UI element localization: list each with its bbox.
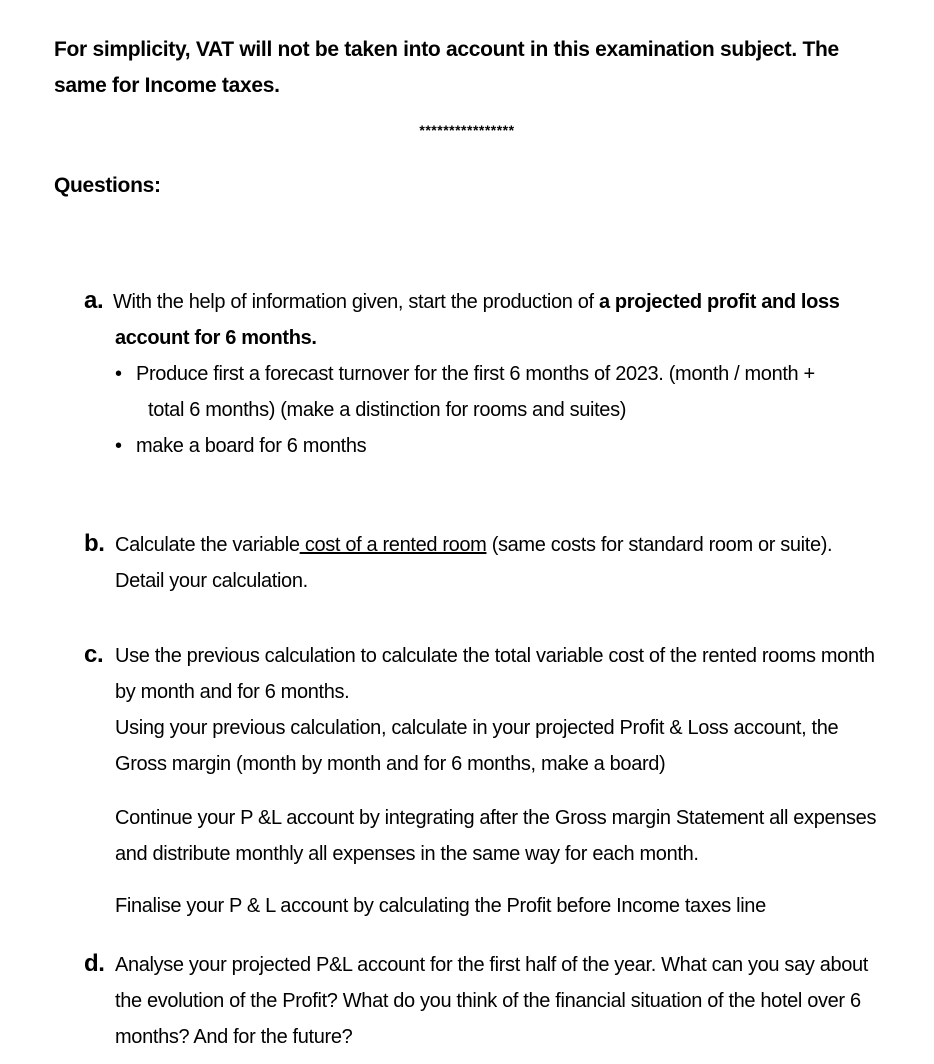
intro-paragraph [54,32,884,104]
question-c-body [84,638,884,710]
question-d [84,947,884,1055]
question-b [84,527,884,599]
question-c-text1: Use the previous calculation to calculate the total variable cost of the rented rooms month by month and for 6 months. [115,645,875,703]
question-d-text: Analyse your projected P&L account for the first half of the year. What can you say about the evolution of the Profit? What do you think of the financial situation of the hotel over 6 months? And for the future? [115,954,868,1048]
bullet-item-line2: total 6 months) (make a distinction for rooms and suites) [148,399,627,421]
question-d-body [84,947,884,1055]
question-c-text2: Using your previous calculation, calculate in your projected Profit & Loss account, the Gross margin (month by month and for 6 months, make a board) [115,717,839,775]
question-a-bullet-list [84,356,884,464]
question-a-text: With the help of information given, start the production of [113,291,599,313]
question-c-paragraph-3 [84,800,884,872]
question-c-text3: Continue your P &L account by integrating after the Gross margin Statement all expenses and distribute monthly all expenses in the same way for each month. [115,807,877,865]
question-b-text-pre: Calculate the variable [115,534,300,556]
bullet-item [115,428,884,464]
bullet-item-line1: make a board for 6 months [136,435,367,457]
question-d-letter: d. [84,950,105,977]
question-c-letter: c. [84,641,104,668]
separator-stars: **************** [419,122,515,138]
bullet-item-line1: Produce first a forecast turnover for the first 6 months of 2023. (month / month + [136,363,815,385]
question-c-text4: Finalise your P & L account by calculating the Profit before Income taxes line [115,895,766,917]
question-a [84,284,884,464]
question-b-body [84,527,884,599]
question-c-paragraph-4 [84,888,884,924]
question-b-underlined-text: cost of a rented room [299,534,487,556]
question-a-letter: a. [84,287,104,314]
question-b-text-post: (same costs for standard room or suite). Detail your calculation. [115,534,833,592]
question-a-body [84,284,884,356]
question-c [84,638,884,924]
bullet-item [115,356,884,428]
question-a-bold-text: a projected profit and loss account for 6 months. [115,291,840,349]
questions-heading: Questions: [54,174,161,197]
question-c-paragraph-2 [84,710,884,782]
intro-text: For simplicity, VAT will not be taken into account in this examination subject. The same for Income taxes. [54,38,839,97]
question-b-letter: b. [84,530,105,557]
